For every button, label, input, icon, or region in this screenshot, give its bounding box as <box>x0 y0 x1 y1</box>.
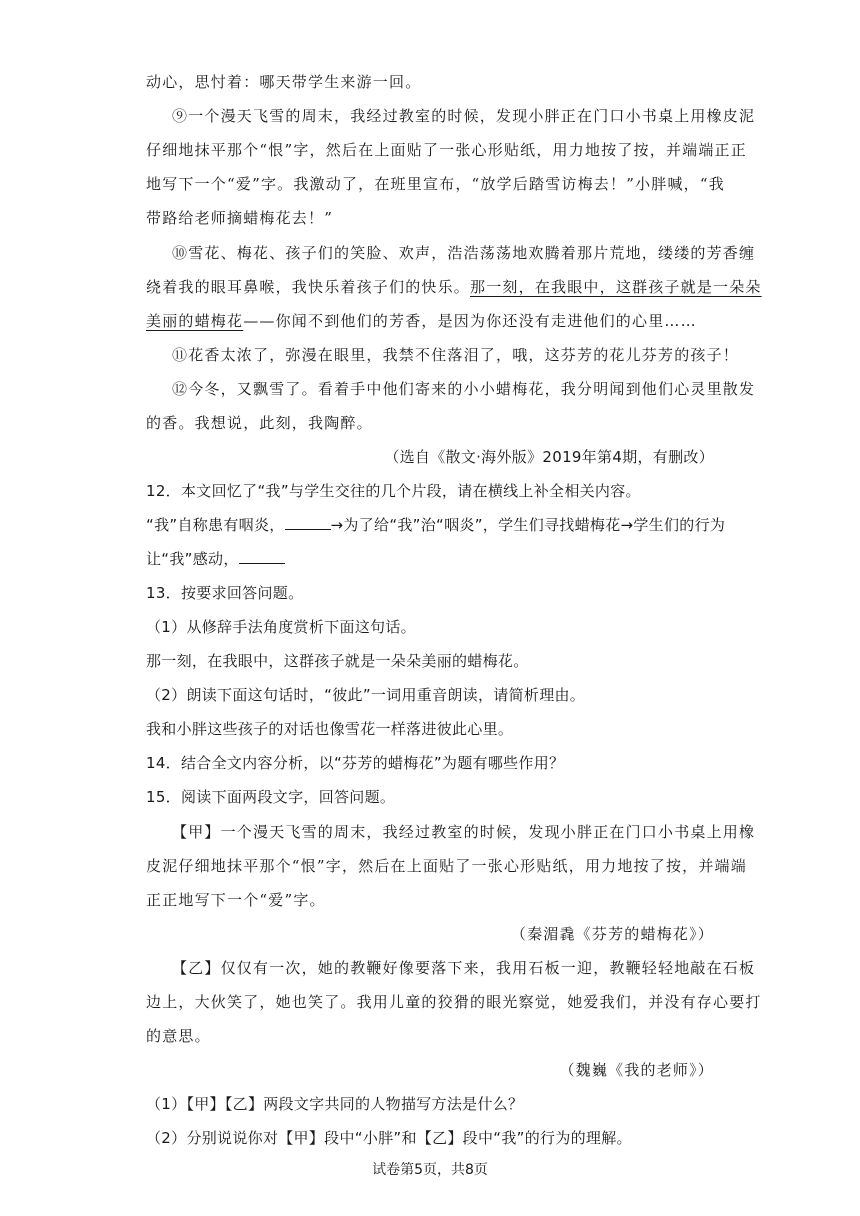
question-13-title: 13．按要求回答问题。 <box>146 584 304 602</box>
paragraph-11: ⑪花香太浓了，弥漫在眼里，我禁不住落泪了，哦，这芬芳的花儿芬芳的孩子！ <box>172 346 740 364</box>
answer-blank[interactable] <box>285 514 331 530</box>
question-15-1: （1）【甲】【乙】两段文字共同的人物描写方法是什么？ <box>146 1095 524 1113</box>
question-12-title: 12．本文回忆了“我”与学生交往的几个片段，请在横线上补全相关内容。 <box>146 482 641 500</box>
chain-text: “我”自称患有咽炎， <box>146 516 285 534</box>
paragraph-9-line: ⑨一个漫天飞雪的周末，我经过教室的时候，发现小胖正在门口小书桌上用橡皮泥 <box>172 107 756 125</box>
chain-text: →为了给“我”治“咽炎”，学生们寻找蜡梅花→学生们的行为 <box>330 516 726 534</box>
paragraph-10-line: ⑩雪花、梅花、孩子们的笑脸、欢声，浩浩荡荡地欢腾着那片荒地，缕缕的芳香缠 <box>172 244 756 262</box>
paragraph-12-line: ⑫今冬，又飘雪了。看着手中他们寄来的小小蜡梅花，我分明闻到他们心灵里散发 <box>172 380 756 398</box>
paragraph-9-line: 地写下一个“爱”字。我激动了，在班里宣布，“放学后踏雪访梅去！”小胖喊，“我 <box>146 175 725 193</box>
underlined-sentence: 美丽的蜡梅花 <box>146 312 244 330</box>
chain-text: 让“我”感动， <box>146 550 239 568</box>
paragraph-9-line: 带路给老师摘蜡梅花去！” <box>146 209 334 227</box>
question-13-2: （2）朗读下面这句话时，“彼此”一词用重音朗读，请简析理由。 <box>146 686 586 704</box>
question-13-1: （1）从修辞手法角度赏析下面这句话。 <box>146 618 416 636</box>
excerpt-jia-line: 正正地写下一个“爱”字。 <box>146 891 326 909</box>
paragraph-10-text: 绕着我的眼耳鼻喉，我快乐着孩子们的快乐。 <box>146 278 471 296</box>
answer-blank[interactable] <box>239 548 285 564</box>
question-12-chain <box>146 548 716 570</box>
excerpt-jia-line: 【甲】一个漫天飞雪的周末，我经过教室的时候，发现小胖正在门口小书桌上用橡 <box>172 823 756 841</box>
paragraph-12-line: 的香。我想说，此刻，我陶醉。 <box>146 414 373 432</box>
question-12-chain <box>146 514 726 536</box>
paragraph-10-line <box>146 276 762 298</box>
excerpt-yi-line: 边上，大伙笑了，她也笑了。我用儿童的狡猾的眼光察觉，她爱我们，并没有存心要打 <box>146 993 762 1011</box>
underlined-sentence: 那一刻，在我眼中，这群孩子就是一朵朵 <box>470 278 762 296</box>
excerpt-jia-line: 皮泥仔细地抹平那个“恨”字，然后在上面贴了一张心形贴纸，用力地按了按，并端端 <box>146 857 747 875</box>
excerpt-jia-source: （秦湄毳《芬芳的蜡梅花》） <box>510 925 714 943</box>
passage-source: （选自《散文·海外版》2019年第4期，有删改） <box>384 448 714 466</box>
question-14: 14．结合全文内容分析，以“芬芳的蜡梅花”为题有哪些作用？ <box>146 754 565 772</box>
question-13-1-sentence: 那一刻，在我眼中，这群孩子就是一朵朵美丽的蜡梅花。 <box>146 652 529 670</box>
excerpt-yi-line: 的意思。 <box>146 1027 211 1045</box>
page-footer: 试卷第5页，共8页 <box>372 1162 488 1178</box>
question-13-2-sentence: 我和小胖这些孩子的对话也像雪花一样落进彼此心里。 <box>146 720 514 738</box>
excerpt-yi-source: （魏巍《我的老师》） <box>559 1061 714 1079</box>
passage-line: 动心，思忖着：哪天带学生来游一回。 <box>146 73 422 91</box>
paragraph-10-line <box>146 310 716 332</box>
paragraph-9-line: 仔细地抹平那个“恨”字，然后在上面贴了一张心形贴纸，用力地按了按，并端端正正 <box>146 141 747 159</box>
excerpt-yi-line: 【乙】仅仅有一次，她的教鞭好像要落下来，我用石板一迎，教鞭轻轻地敲在石板 <box>172 959 756 977</box>
question-15-2: （2）分别说说你对【甲】段中“小胖”和【乙】段中“我”的行为的理解。 <box>146 1129 632 1147</box>
question-15-title: 15．阅读下面两段文字，回答问题。 <box>146 788 396 806</box>
paragraph-10-text: ——你闻不到他们的芳香，是因为你还没有走进他们的心里…… <box>243 312 697 330</box>
